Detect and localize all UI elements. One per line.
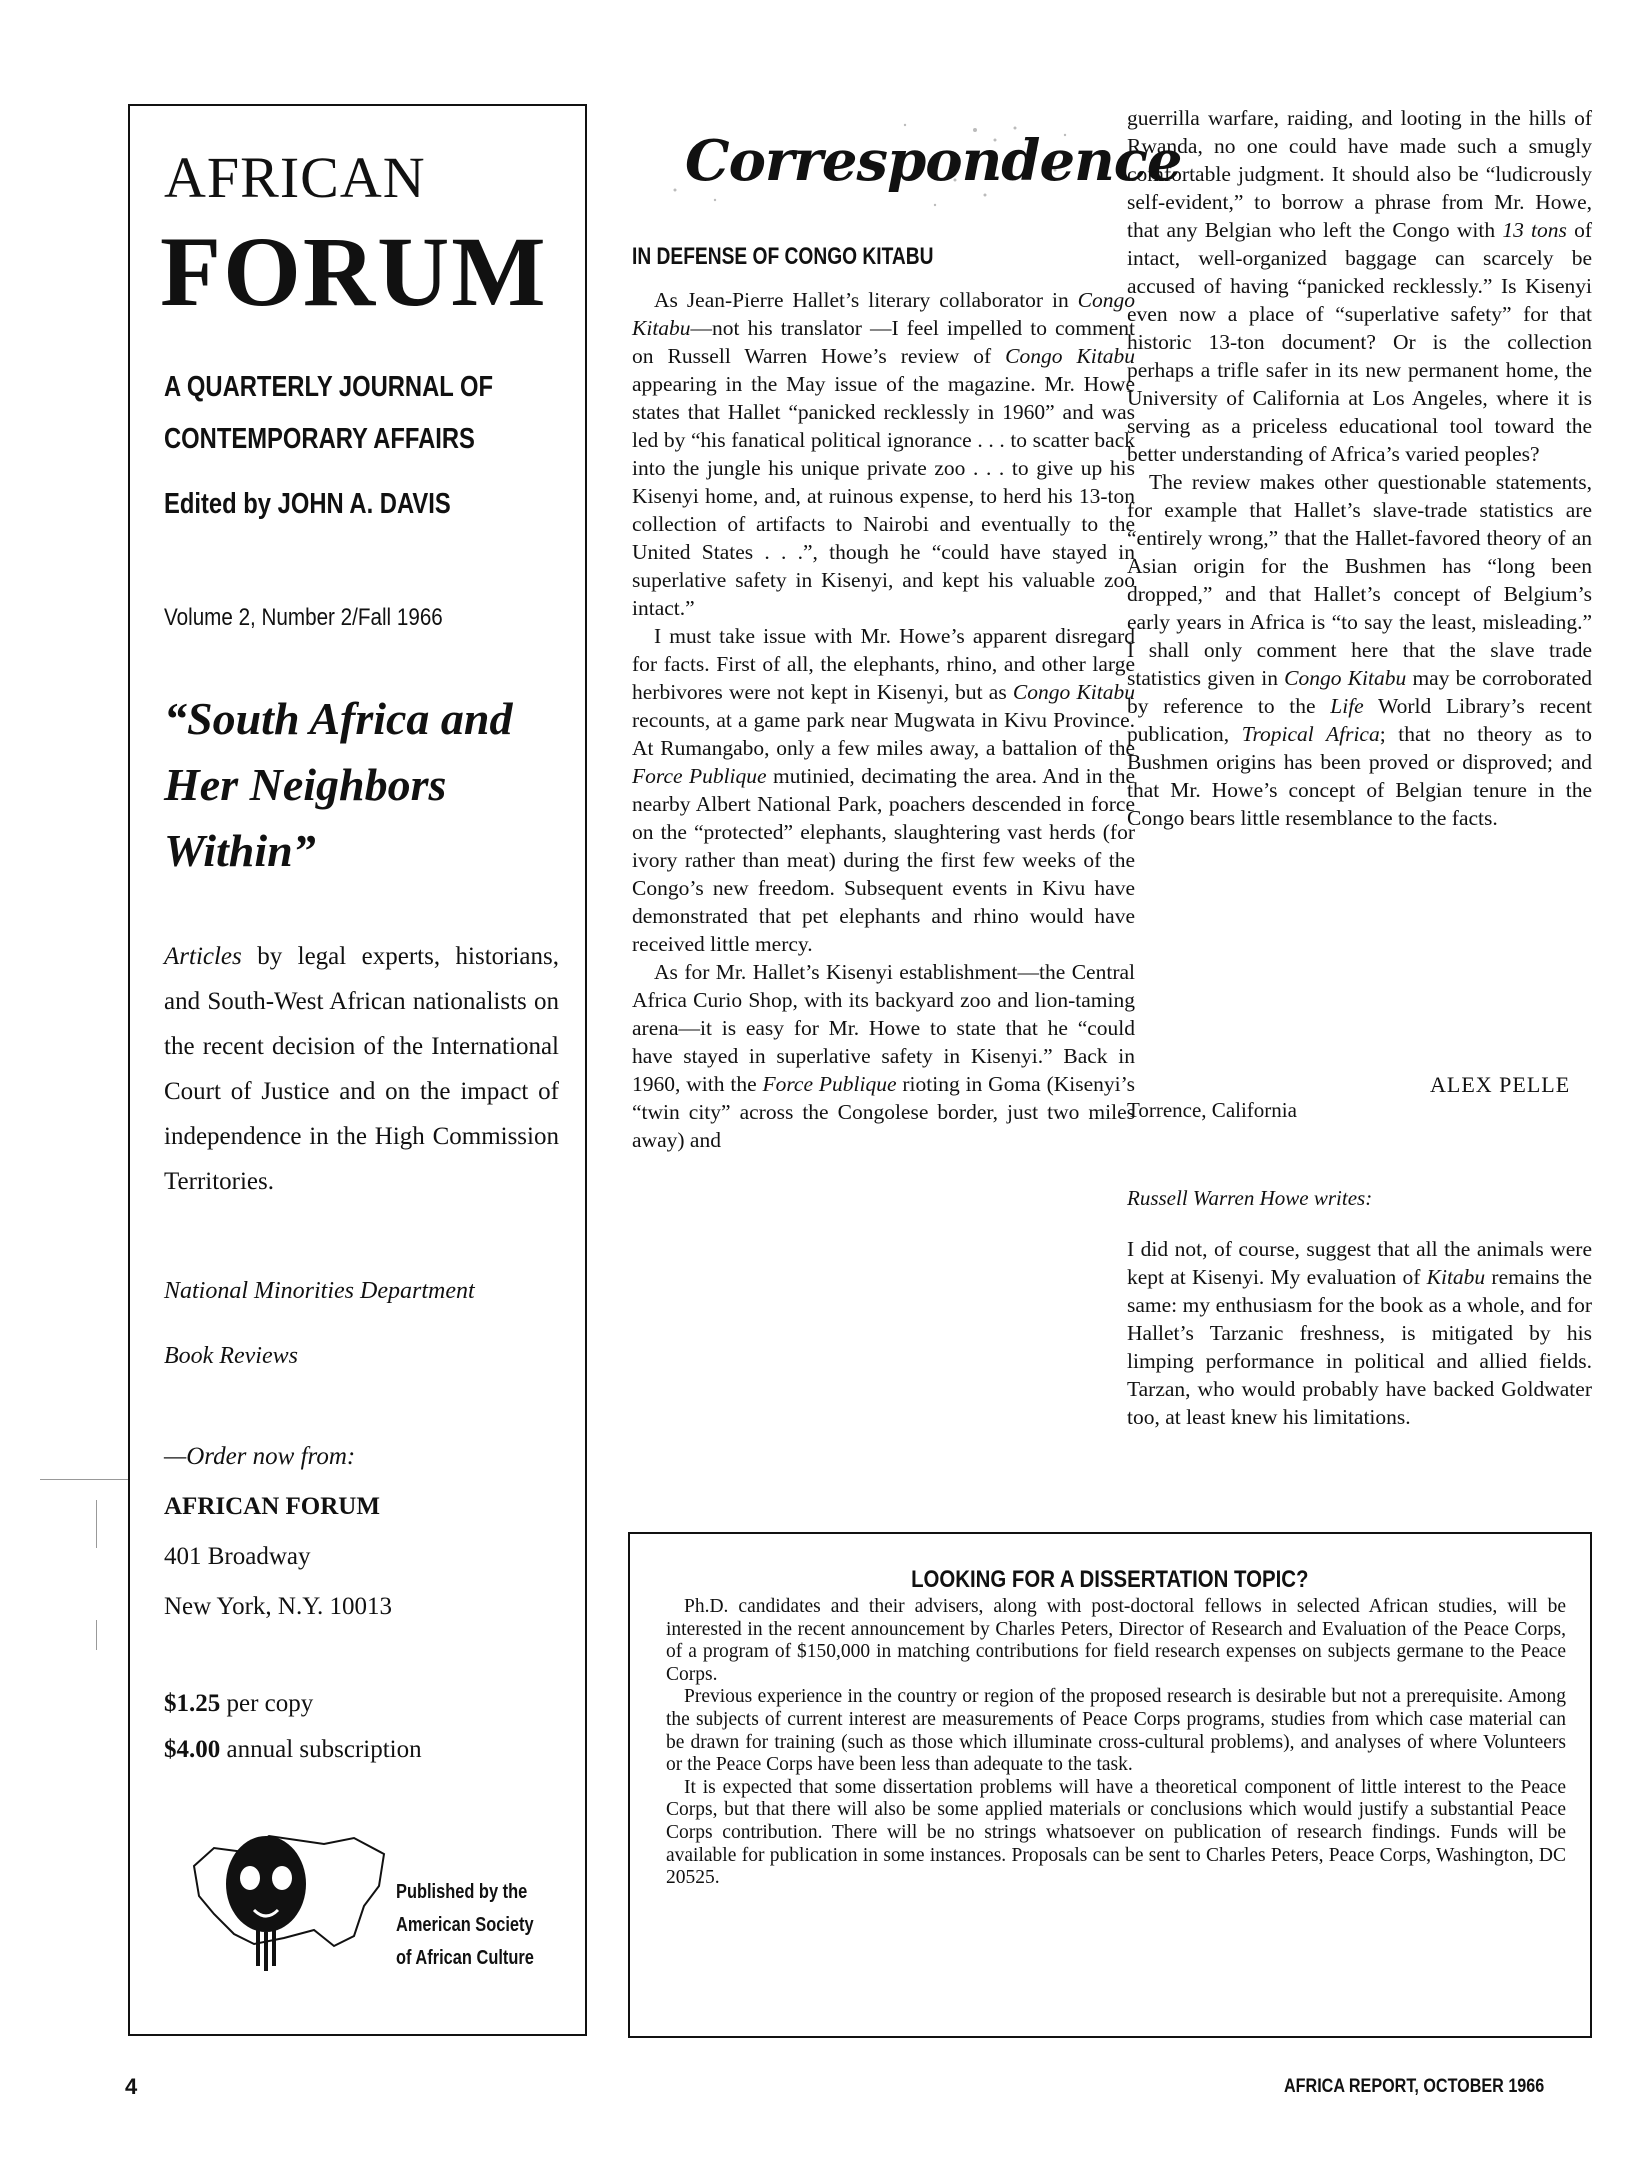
text-run: appearing in the May issue of the magazine. Mr. Howe states that Hallet “panicked recklessly in 1960” and was led by “his fanatical political ignorance . . . to scatter back into the jungle his unique private zoo . . . to give up his Kisenyi home, and, at ruinous expense, to herd his 13-ton collection of artifacts to Nairobi and eventually to the United States . . .”, though he “could have stayed in superlative safety in Kisenyi, and kept his valuable zoo intact.” xyxy=(632,372,1135,620)
text-run: As Jean-Pierre Hallet’s literary collaborator in xyxy=(654,288,1078,312)
letter-paragraph-1 xyxy=(632,286,1135,622)
book-title: Life xyxy=(1330,694,1364,718)
scan-mark xyxy=(96,1500,97,1548)
ad-publisher-line3: of African Culture xyxy=(396,1947,534,1969)
text-run: ; that no theory as to Bushmen origins has been proved or disproved; and that Mr. Howe’s concept of Belgian tenure in the Congo bears little resemblance to the facts. xyxy=(1127,722,1592,830)
text-run: remains the same: my enthusiasm for the book as a whole, and for Hallet’s Tarzanic freshness, is mitigated by his limping performance in political and allied fields. Tarzan, who would probably have backed Goldwater too, at least knew his limitations. xyxy=(1127,1265,1592,1429)
book-title: Congo Kitabu xyxy=(1005,344,1135,368)
ad-publisher xyxy=(396,1876,560,1975)
letter-column-2 xyxy=(1127,104,1592,832)
scan-mark xyxy=(96,1620,97,1650)
ad-publisher-line1: Published by the xyxy=(396,1881,528,1903)
text-run: World Library’s recent publication, xyxy=(1127,694,1592,746)
ad-description xyxy=(164,934,559,1204)
text-run: recounts, at a game park near Mugwata in Kivu Province. At Rumangabo, only a few miles away, a battalion of the xyxy=(632,708,1135,760)
page-number: 4 xyxy=(125,2074,138,2099)
letter-place: Torrence, California xyxy=(1127,1098,1297,1122)
letter-column-1 xyxy=(632,286,1135,1154)
ad-volume: Volume 2, Number 2/Fall 1966 xyxy=(164,604,443,631)
running-footer: AFRICA REPORT, OCTOBER 1966 xyxy=(1284,2076,1545,2097)
ad-price-subscription xyxy=(164,1736,422,1764)
text-run: mutinied, decimating the area. And in the nearby Albert National Park, poachers descended in force on the “protected” elephants, slaughtering vast herds (for ivory rather than meat) during the first few weeks of the Congo’s new freedom. Subsequent events in Kivu have demonstrated that pet elephants and rhino would have received little mercy. xyxy=(632,764,1135,956)
text-run: guerrilla warfare, raiding, and looting in the hills of Rwanda, no one could have made such a smugly comfortable judgment. It should also be “ludicrously self-evident,” to borrow a phrase from Mr. Howe, that any Belgian who left the Congo with xyxy=(1127,106,1592,242)
book-title: Kitabu xyxy=(1426,1265,1486,1289)
ad-price-sub-label: annual subscription xyxy=(220,1736,422,1763)
reply-heading: Russell Warren Howe writes: xyxy=(1127,1186,1373,1210)
text-run: rioting in Goma (Kisenyi’s “twin city” across the Congolese border, just two miles away) and xyxy=(632,1072,1135,1152)
ad-price-copy xyxy=(164,1690,313,1718)
text-run: I did not, of course, suggest that all the animals were kept at Kisenyi. My evaluation of xyxy=(1127,1237,1592,1289)
letter-heading: IN DEFENSE OF CONGO KITABU xyxy=(632,243,934,270)
text-run: The review makes other questionable statements, for example that Hallet’s slave-trade statistics are “entirely wrong,” that the Hallet-favored theory of an Asian origin for the Bushmen has “long been dropped,” and that Hallet’s concept of Belgium’s early years in Africa is “to say the least, misleading.” I shall only comment here that the slave trade statistics given in xyxy=(1127,470,1592,690)
ad-editor: Edited by JOHN A. DAVIS xyxy=(164,488,451,520)
scan-mark xyxy=(40,1479,128,1480)
ad-desc-rest: by legal experts, historians, and South-West African nationalists on the recent decision of the International Court of Justice and on the impact of independence in the High Commission Territories. xyxy=(164,943,559,1195)
reply-paragraph xyxy=(1127,1235,1592,1431)
letter-paragraph-3-cont xyxy=(1127,104,1592,468)
ad-subtitle-line2: CONTEMPORARY AFFAIRS xyxy=(164,423,475,455)
ad-reviews: Book Reviews xyxy=(164,1343,298,1369)
proper-name: Force Publique xyxy=(762,1072,897,1096)
correspondence-header: Correspondence xyxy=(685,128,1182,194)
letter-paragraph-4 xyxy=(1127,468,1592,832)
ad-subtitle-line1: A QUARTERLY JOURNAL OF xyxy=(164,371,493,403)
emphasis: 13 tons xyxy=(1502,218,1567,242)
ad-feature-title xyxy=(164,686,584,884)
society-logo-icon xyxy=(174,1826,394,1976)
ad-feature-line3: Within” xyxy=(164,825,316,876)
proper-name: Force Publique xyxy=(632,764,767,788)
dissertation-heading-text: LOOKING FOR A DISSERTATION TOPIC? xyxy=(911,1566,1309,1593)
text-run: As for Mr. Hallet’s Kisenyi establishment—the Central Africa Curio Shop, with its backyard zoo and lion-taming arena—it is easy for Mr. Howe to state that he “could have stayed in superlative safety in Kisenyi.” Back in 1960, with the xyxy=(632,960,1135,1096)
ad-department: National Minorities Department xyxy=(164,1278,475,1304)
ad-address-street: 401 Broadway xyxy=(164,1543,311,1570)
ad-feature-line2: Her Neighbors xyxy=(164,759,447,810)
book-title: Congo Kitabu xyxy=(1284,666,1407,690)
book-title: Congo Kitabu xyxy=(1012,680,1135,704)
dissertation-body xyxy=(666,1596,1566,1890)
ad-title-line2: FORUM xyxy=(160,216,548,327)
text-run: —not his translator —I feel impelled to comment on Russell Warren Howe’s review of xyxy=(632,316,1135,368)
dissertation-paragraph-1: Ph.D. candidates and their advisers, along with post-doctoral fellows in selected African studies, will be interested in the recent announcement by Charles Peters, Director of Research and Evaluation of the Peace Corps, of a program of $150,000 in matching contributions for field research expenses on subjects germane to the Peace Corps. xyxy=(666,1596,1566,1685)
ad-address-city: New York, N.Y. 10013 xyxy=(164,1593,393,1620)
ad-feature-line1: “South Africa and xyxy=(164,693,513,744)
reply-text xyxy=(1127,1235,1592,1431)
ad-desc-lead: Articles xyxy=(164,943,242,970)
ad-price-copy-label: per copy xyxy=(220,1690,314,1717)
ad-publisher-line2: American Society xyxy=(396,1914,534,1936)
letter-paragraph-2 xyxy=(632,622,1135,958)
text-run: I must take issue with Mr. Howe’s apparent disregard for facts. First of all, the elephants, rhino, and other large herbivores were not kept in Kisenyi, but as xyxy=(632,624,1135,704)
letter-signature: ALEX PELLE xyxy=(1430,1072,1571,1097)
ad-price-copy-amount: $1.25 xyxy=(164,1690,221,1717)
text-run: may be corroborated by reference to the xyxy=(1127,666,1592,718)
ad-org-name: AFRICAN FORUM xyxy=(164,1493,380,1520)
letter-paragraph-3-start xyxy=(632,958,1135,1154)
dissertation-notice-box xyxy=(628,1532,1592,2038)
african-forum-ad xyxy=(128,104,587,2036)
ad-price-sub-amount: $4.00 xyxy=(164,1736,221,1763)
dissertation-paragraph-2: Previous experience in the country or region of the proposed research is desirable but not a prerequisite. Among the subjects of current interest are measurements of Peace Corps programs, studies from which case material can be drawn for training (such as those which illuminate cross-cultural problems), and analyses of where Volunteers or the Peace Corps have been less than adequate to the task. xyxy=(666,1686,1566,1776)
dissertation-heading xyxy=(630,1566,1590,1594)
ad-order-line: —Order now from: xyxy=(164,1443,356,1470)
book-title: Congo Kitabu xyxy=(632,288,1135,340)
book-title: Tropical Africa xyxy=(1241,722,1380,746)
text-run: of intact, well-organized baggage can scarcely be accused of having “panicked recklessly.” Is Kisenyi even now a place of “superlative safety” for that historic 13-ton document? Or is the collection perhaps a trifle safer in its new permanent home, the University of California at Los Angeles, where it is serving as a priceless educational tool toward the better understanding of Africa’s varied peoples? xyxy=(1127,218,1592,466)
dissertation-paragraph-3: It is expected that some dissertation problems will have a theoretical component of little interest to the Peace Corps, but that there will also be some applied materials or conclusions which would justify a substantial Peace Corps contribution. There will be no strings whatsoever on publication of research findings. Funds will be available for publication in some instances. Proposals can be sent to Charles Peters, Peace Corps, Washington, DC 20525. xyxy=(666,1776,1566,1889)
ad-subtitle xyxy=(164,361,590,465)
ad-title-line1: AFRICAN xyxy=(164,145,426,210)
